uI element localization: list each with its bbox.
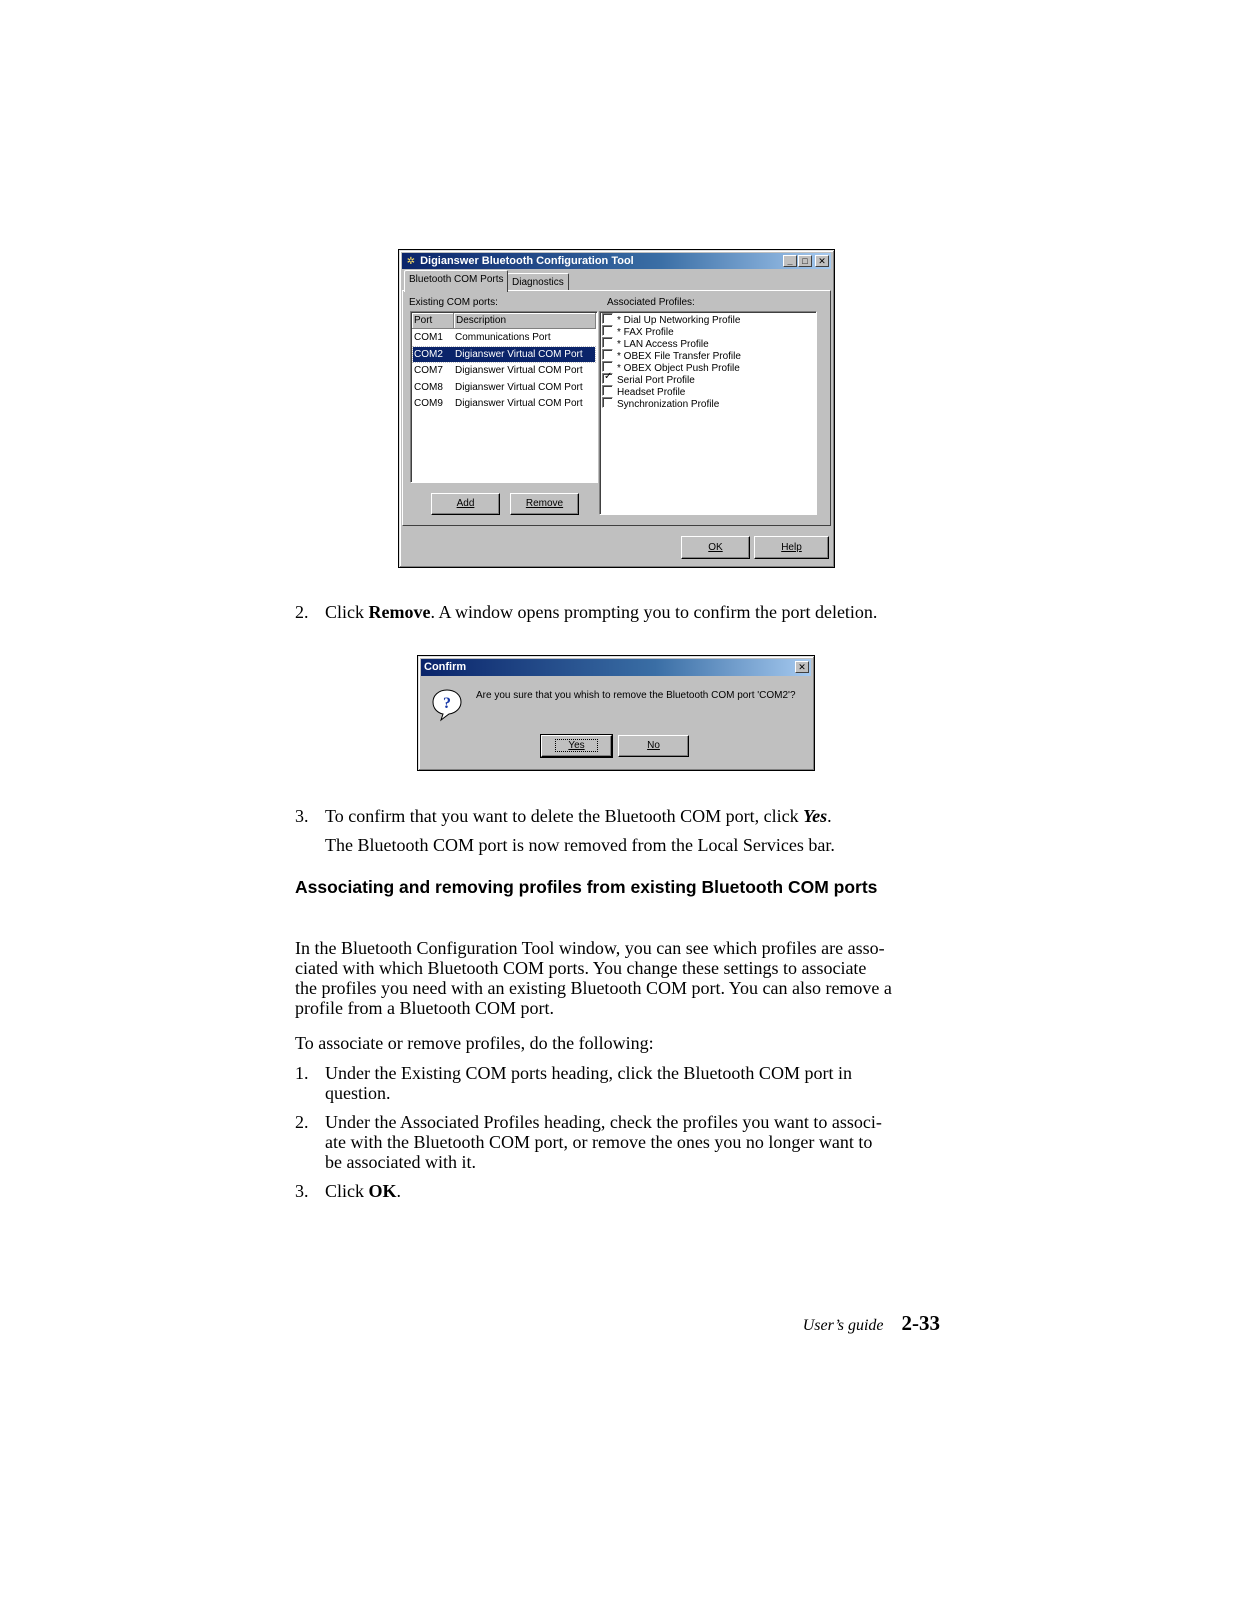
table-row[interactable]	[413, 347, 595, 362]
column-header-port[interactable]: Port	[412, 313, 454, 328]
port-cell: COM9	[414, 398, 443, 410]
profile-checkbox-item[interactable]	[602, 313, 740, 325]
description-cell: Digianswer Virtual COM Port	[455, 381, 583, 393]
intro-line: profile from a Bluetooth COM port.	[295, 998, 554, 1018]
minimize-icon[interactable]: _	[783, 255, 797, 267]
config-window	[398, 249, 835, 568]
page-footer	[760, 1311, 940, 1336]
port-cell: COM8	[414, 381, 443, 393]
add-button[interactable]: Add	[431, 493, 500, 515]
checkmark-icon: ✓	[604, 371, 613, 382]
description-cell: Digianswer Virtual COM Port	[455, 365, 583, 377]
checkbox[interactable]	[602, 325, 613, 336]
tab-panel	[402, 290, 831, 526]
column-header-description[interactable]: Description	[454, 313, 596, 328]
description-cell: Digianswer Virtual COM Port	[455, 398, 583, 410]
checkbox[interactable]	[602, 373, 613, 384]
list-header	[412, 313, 596, 329]
confirm-titlebar[interactable]	[421, 659, 811, 676]
ok-button[interactable]: OK	[681, 536, 750, 559]
profile-checkbox-item[interactable]	[602, 325, 674, 337]
list-step-3-text: Click OK.	[325, 1181, 402, 1201]
profile-checkbox-item[interactable]	[602, 385, 685, 397]
description-cell: Digianswer Virtual COM Port	[455, 348, 583, 360]
profile-label: Synchronization Profile	[617, 399, 720, 410]
profile-label: * FAX Profile	[617, 327, 674, 338]
lead-in: To associate or remove profiles, do the following:	[295, 1033, 654, 1053]
profile-checkbox-item[interactable]	[602, 397, 719, 409]
svg-text:?: ?	[443, 695, 451, 712]
list-step-1-line: Under the Existing COM ports heading, click the Bluetooth COM port in	[325, 1063, 852, 1083]
profile-label: * LAN Access Profile	[617, 339, 709, 350]
associated-profiles-label: Associated Profiles:	[607, 297, 695, 308]
no-button[interactable]: No	[618, 735, 689, 757]
list-step-1-number: 1.	[295, 1063, 309, 1083]
help-button[interactable]: Help	[754, 536, 829, 559]
com-ports-list[interactable]	[410, 311, 598, 483]
profile-checkbox-item[interactable]	[602, 373, 695, 385]
table-row[interactable]	[413, 363, 595, 378]
checkbox[interactable]	[602, 397, 613, 408]
list-step-2-number: 2.	[295, 1112, 309, 1132]
port-cell: COM2	[414, 348, 443, 360]
close-icon[interactable]: ✕	[815, 255, 829, 267]
profile-checkbox-item[interactable]	[602, 349, 741, 361]
confirm-dialog	[417, 655, 815, 771]
page-number: 2-33	[901, 1311, 940, 1335]
profile-label: Serial Port Profile	[617, 375, 695, 386]
profile-checkbox-item[interactable]	[602, 337, 709, 349]
port-cell: COM1	[414, 332, 443, 343]
description-cell: Communications Port	[455, 332, 551, 343]
confirm-dialog-title: Confirm	[424, 661, 467, 673]
intro-line: the profiles you need with an existing Bluetooth COM port. You can also remove a	[295, 978, 892, 998]
maximize-icon[interactable]: □	[798, 255, 812, 267]
intro-line: ciated with which Bluetooth COM ports. You change these settings to associate	[295, 958, 867, 978]
tab-bluetooth-com-ports[interactable]: Bluetooth COM Ports	[404, 270, 508, 292]
yes-button[interactable]: Yes	[541, 735, 612, 757]
table-row[interactable]	[413, 396, 595, 411]
profile-label: * OBEX Object Push Profile	[617, 363, 740, 374]
config-titlebar[interactable]	[402, 253, 831, 269]
port-cell: COM7	[414, 365, 443, 377]
step-3-number: 3.	[295, 806, 309, 826]
footer-guide: User’s guide	[802, 1317, 884, 1334]
list-step-2-line: be associated with it.	[325, 1152, 476, 1172]
profile-label: Headset Profile	[617, 387, 686, 398]
close-icon[interactable]: ✕	[795, 661, 809, 673]
step-3-text: To confirm that you want to delete the Bluetooth COM port, click Yes.	[325, 806, 832, 826]
step-3-note: The Bluetooth COM port is now removed from the Local Services bar.	[325, 835, 835, 855]
step-2-number: 2.	[295, 602, 309, 622]
checkbox[interactable]	[602, 385, 613, 396]
table-row[interactable]	[413, 380, 595, 395]
list-step-1-line: question.	[325, 1083, 391, 1103]
checkbox[interactable]	[602, 313, 613, 324]
intro-line: In the Bluetooth Configuration Tool window, you can see which profiles are asso-	[295, 938, 885, 958]
config-window-title: Digianswer Bluetooth Configuration Tool	[420, 255, 634, 267]
remove-button[interactable]: Remove	[510, 493, 579, 515]
profile-label: * OBEX File Transfer Profile	[617, 351, 741, 362]
bluetooth-app-icon: ✲	[406, 256, 416, 267]
checkbox[interactable]	[602, 337, 613, 348]
list-step-3-number: 3.	[295, 1181, 309, 1201]
existing-com-ports-label: Existing COM ports:	[409, 297, 498, 308]
step-2-text: Click Remove. A window opens prompting you to confirm the port deletion.	[325, 602, 878, 622]
profile-label: * Dial Up Networking Profile	[617, 315, 741, 326]
section-heading: Associating and removing profiles from existing Bluetooth COM ports	[295, 877, 878, 897]
profiles-list[interactable]	[599, 311, 817, 515]
confirm-message: Are you sure that you whish to remove the Bluetooth COM port 'COM2'?	[476, 690, 796, 701]
question-icon	[431, 688, 463, 722]
list-step-2-line: ate with the Bluetooth COM port, or remove the ones you no longer want to	[325, 1132, 873, 1152]
profile-checkbox-item[interactable]	[602, 361, 740, 373]
list-step-2-line: Under the Associated Profiles heading, check the profiles you want to associ-	[325, 1112, 882, 1132]
table-row[interactable]	[413, 330, 595, 345]
checkbox[interactable]	[602, 349, 613, 360]
tab-diagnostics[interactable]: Diagnostics	[507, 273, 569, 291]
